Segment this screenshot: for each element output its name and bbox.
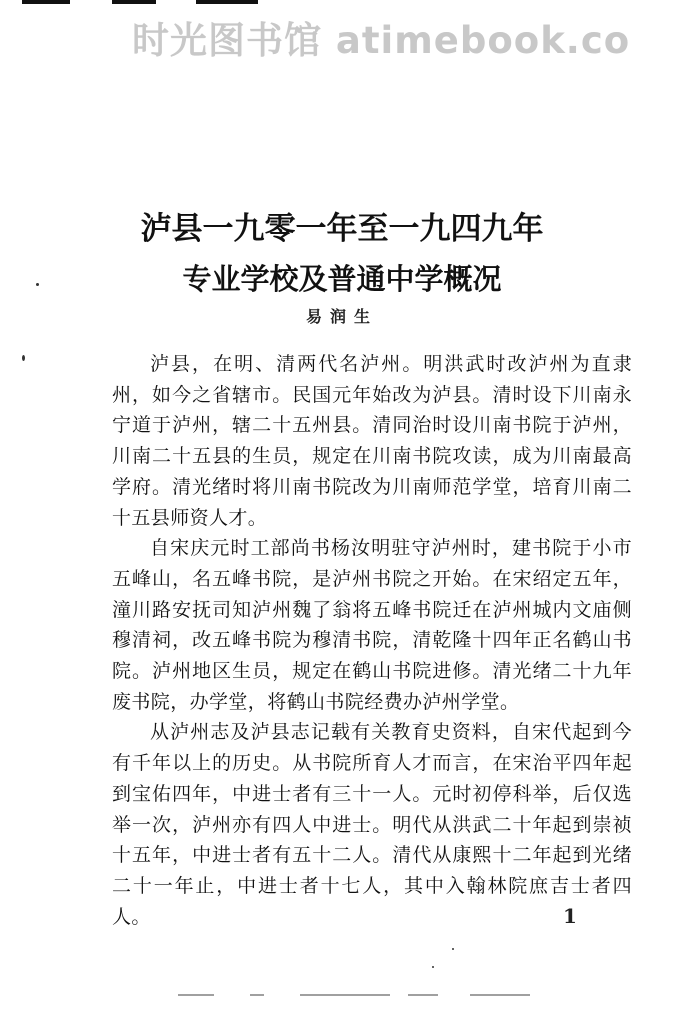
paragraph: 从泸州志及泸县志记载有关教育史资料，自宋代起到今有千年以上的历史。从书院所育人才而言，在宋治平四年起到宝佑四年，中进士者有三十一人。元时初停科举，后仅选举一次，泸州亦有四人中进士。明代从洪武二十年起到崇祯十五年，中进士者有五十二人。清代从康熙十二年起到光绪二十一年止，中进士者十七人，其中入翰林院庶吉士者四人。 (112, 721, 632, 928)
scan-speck (452, 948, 454, 950)
article-body (112, 349, 632, 932)
watermark: 时光图书馆 atimebook.co (132, 19, 631, 62)
scan-edge-mark (22, 0, 70, 4)
paragraph: 自宋庆元时工部尚书杨汝明驻守泸州时，建书院于小市五峰山，名五峰书院，是泸州书院之开始。在宋绍定五年，潼川路安抚司知泸州魏了翁将五峰书院迁在泸州城内文庙侧穆清祠，改五峰书院为穆清书院，清乾隆十四年正名鹤山书院。泸州地区生员，规定在鹤山书院进修。清光绪二十九年废书院，办学堂，将鹤山书院经费办泸州学堂。 (112, 537, 632, 713)
scan-edge-mark (196, 0, 258, 4)
author-name: 易润生 (305, 307, 378, 326)
article-title-line-1: 泸县一九零一年至一九四九年 (140, 211, 544, 247)
scan-speck (432, 966, 434, 968)
scan-speck (22, 355, 25, 361)
scan-noise (178, 994, 214, 996)
page-number: 1 (563, 904, 577, 928)
paragraph: 泸县，在明、清两代名泸州。明洪武时改泸州为直隶州，如今之省辖市。民国元年始改为泸县。清时设下川南永宁道于泸州，辖二十五州县。清同治时设川南书院于泸州，川南二十五县的生员，规定在川南书院攻读，成为川南最高学府。清光绪时将川南书院改为川南师范学堂，培育川南二十五县师资人才。 (112, 353, 632, 529)
scan-noise (300, 994, 390, 996)
scan-noise (408, 994, 438, 996)
scan-edge-mark (112, 0, 156, 4)
scan-noise (250, 994, 264, 996)
scan-noise (470, 994, 530, 996)
scan-speck (36, 283, 39, 286)
article-title-line-2: 专业学校及普通中学概况 (182, 262, 502, 296)
